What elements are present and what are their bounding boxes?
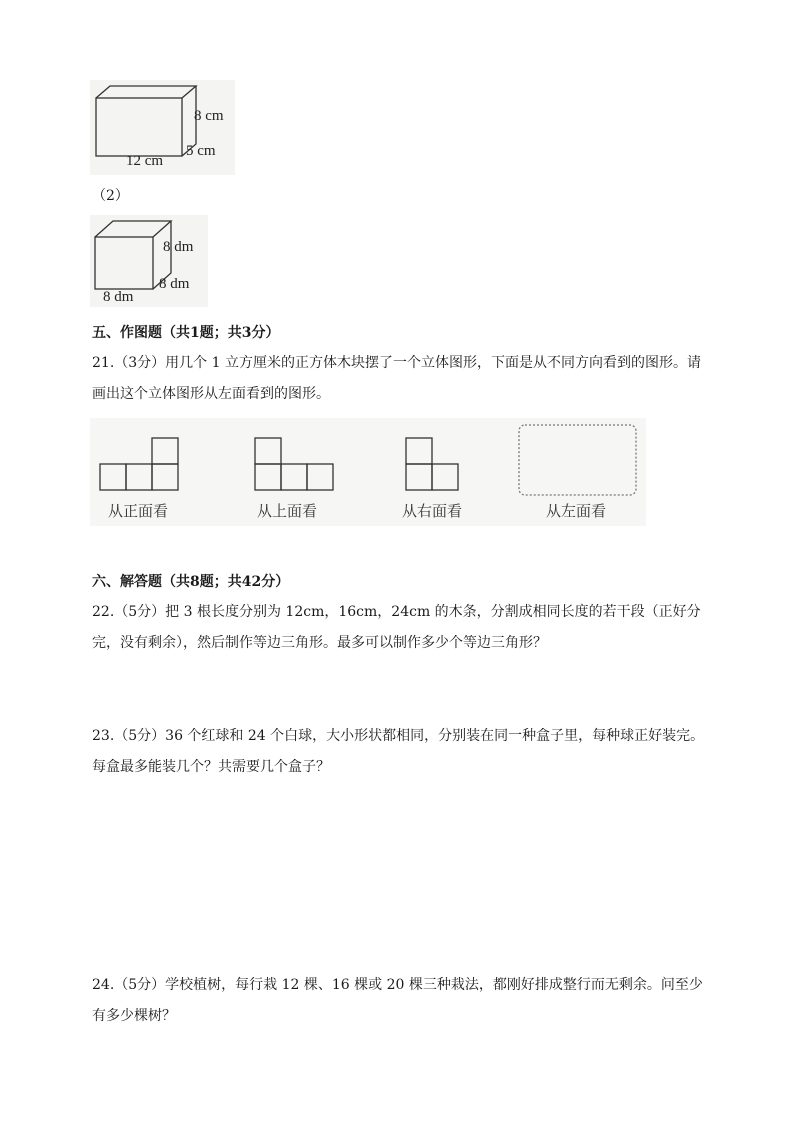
right-view (406, 438, 458, 490)
front-view (100, 438, 178, 490)
question-23: 23.（5分）36 个红球和 24 个白球，大小形状都相同，分别装在同一种盒子里，每种球正好装完。每盒最多能装几个？共需要几个盒子？ (92, 728, 705, 775)
top-view (255, 438, 333, 490)
cube-height-label: 8 dm (163, 239, 194, 255)
question-22: 22.（5分）把 3 根长度分别为 12cm，16cm，24cm 的木条，分割成相同长度的若干段（正好分完，没有剩余），然后制作等边三角形。最多可以制作多少个等边三角形？ (92, 604, 701, 651)
cube-depth-label: 8 dm (159, 276, 190, 292)
cube-figure (90, 215, 208, 307)
cube-length-label: 8 dm (103, 289, 134, 305)
question-21: 21.（3分）用几个 1 立方厘米的正方体木块摆了一个立体图形，下面是从不同方向看到的图形。请画出这个立体图形从左面看到的图形。 (92, 355, 701, 402)
cuboid-depth-label: 5 cm (186, 143, 216, 159)
section-5-heading: 五、作图题（共1题；共3分） (92, 325, 280, 341)
front-view-caption: 从正面看 (108, 502, 169, 520)
part-2-label: （2） (92, 188, 129, 204)
cuboid-figure (90, 80, 235, 175)
left-view-caption: 从左面看 (546, 502, 607, 520)
cuboid-height-label: 8 cm (194, 108, 224, 124)
question-24: 24.（5分）学校植树，每行栽 12 棵、16 棵或 20 棵三种栽法，都刚好排成整行而无剩余。问至少有多少棵树？ (92, 977, 703, 1024)
cuboid-length-label: 12 cm (126, 153, 164, 169)
views-strip (90, 418, 646, 526)
top-view-caption: 从上面看 (257, 502, 318, 520)
section-6-heading: 六、解答题（共8题；共42分） (92, 574, 290, 590)
left-view-answer-box (519, 425, 636, 495)
right-view-caption: 从右面看 (402, 502, 463, 520)
